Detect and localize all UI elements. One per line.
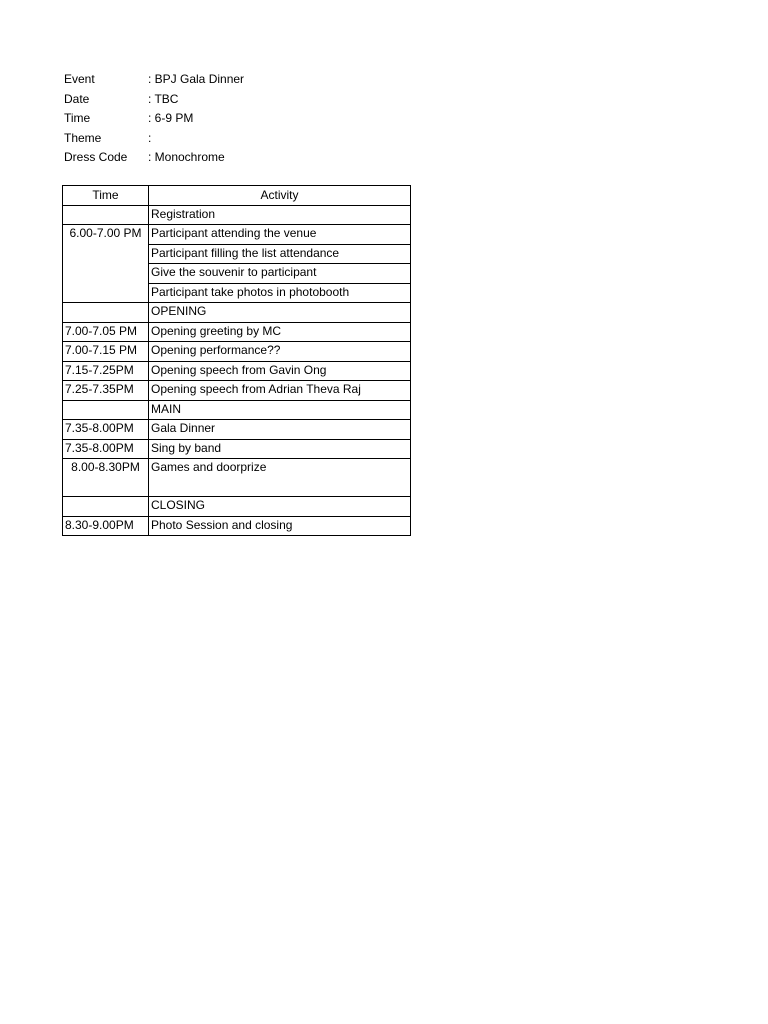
time-cell: 7.35-8.00PM	[63, 420, 149, 440]
activity-cell: Gala Dinner	[149, 420, 411, 440]
table-row	[63, 497, 411, 517]
theme-label: Theme	[64, 130, 102, 145]
activity-cell: Participant take photos in photobooth	[149, 283, 411, 303]
time-cell: 7.00-7.05 PM	[63, 322, 149, 342]
event-info-row-time	[64, 109, 244, 129]
activity-cell: Participant attending the venue	[149, 225, 411, 245]
schedule-table	[62, 185, 411, 536]
time-label: Time	[64, 111, 91, 125]
event-label: Event	[64, 72, 95, 86]
table-row	[63, 381, 411, 401]
activity-cell: Opening performance??	[149, 342, 411, 362]
activity-cell: Games and doorprize	[149, 459, 411, 497]
event-info-row-date	[64, 90, 244, 110]
section-heading-registration: Registration	[149, 205, 411, 225]
activity-cell: Photo Session and closing	[149, 516, 411, 536]
table-row	[63, 342, 411, 362]
event-info	[64, 70, 244, 168]
dress-code-value: : Monochrome	[148, 150, 225, 164]
table-row	[63, 205, 411, 225]
time-cell: 8.00-8.30PM	[63, 459, 149, 497]
time-cell: 7.15-7.25PM	[63, 361, 149, 381]
time-cell: 8.30-9.00PM	[63, 516, 149, 536]
event-info-row-event	[64, 70, 244, 90]
table-row	[63, 225, 411, 245]
time-cell	[63, 205, 149, 225]
table-row	[63, 439, 411, 459]
time-cell	[63, 303, 149, 323]
time-column-header: Time	[63, 186, 149, 206]
date-value: : TBC	[148, 91, 179, 106]
table-row	[63, 459, 411, 497]
schedule-header-row	[63, 186, 411, 206]
activity-cell: Participant filling the list attendance	[149, 244, 411, 264]
time-value: : 6-9 PM	[148, 111, 194, 125]
table-row	[63, 516, 411, 536]
activity-column-header: Activity	[149, 186, 411, 206]
activity-cell: Sing by band	[149, 439, 411, 459]
section-heading-closing: CLOSING	[149, 497, 411, 517]
table-row	[63, 322, 411, 342]
time-cell: 7.00-7.15 PM	[63, 342, 149, 362]
table-row	[63, 361, 411, 381]
section-heading-main: MAIN	[149, 400, 411, 420]
table-row	[63, 420, 411, 440]
activity-cell: Give the souvenir to participant	[149, 264, 411, 284]
dress-code-label: Dress Code	[64, 150, 128, 164]
theme-value: :	[148, 130, 152, 145]
table-row	[63, 400, 411, 420]
activity-cell: Opening greeting by MC	[149, 322, 411, 342]
event-info-row-theme	[64, 129, 244, 149]
activity-cell: Opening speech from Gavin Ong	[149, 361, 411, 381]
time-cell: 7.35-8.00PM	[63, 439, 149, 459]
section-heading-opening: OPENING	[149, 303, 411, 323]
table-row	[63, 303, 411, 323]
event-info-row-dress-code	[64, 148, 244, 168]
time-cell: 7.25-7.35PM	[63, 381, 149, 401]
activity-cell: Opening speech from Adrian Theva Raj	[149, 381, 411, 401]
time-cell	[63, 400, 149, 420]
event-value: : BPJ Gala Dinner	[148, 72, 245, 86]
time-cell	[63, 497, 149, 517]
time-cell: 6.00-7.00 PM	[63, 225, 149, 303]
date-label: Date	[64, 91, 90, 106]
